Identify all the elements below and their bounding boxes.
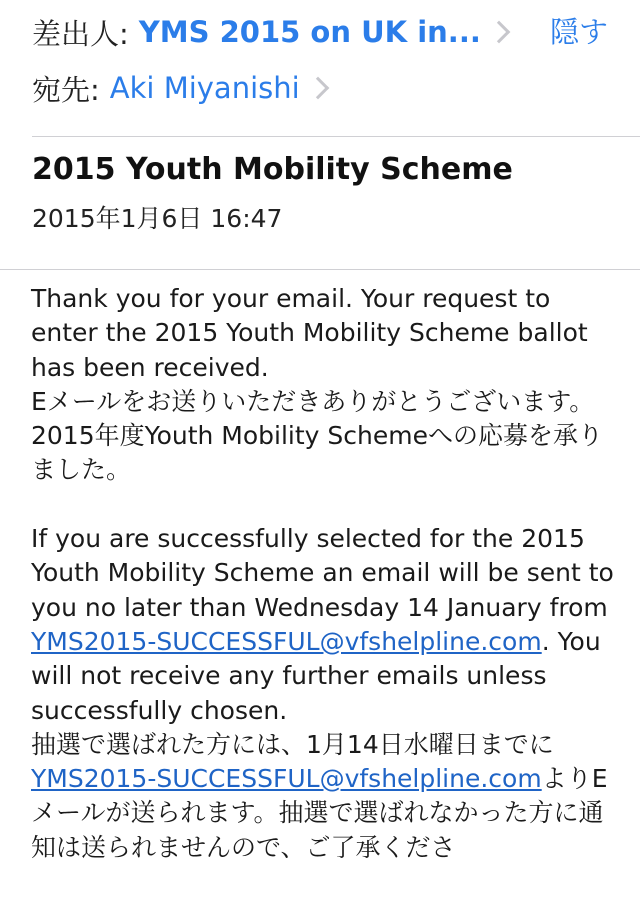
body-paragraph-en: Thank you for your email. Your request to enter the 2015 Youth Mobility Scheme ballot has been received. <box>31 284 588 382</box>
paragraph-spacer <box>31 488 617 522</box>
chevron-right-icon <box>306 77 329 100</box>
header-divider <box>32 136 640 137</box>
body-text-segment: よりEメールが送られます。抽選で選ばれなかった方に通知は送られませんので、ご了承くださ <box>31 764 608 862</box>
body-paragraph-en-2 <box>31 522 617 728</box>
recipient-name[interactable]: Aki Miyanishi <box>109 71 300 105</box>
email-link[interactable]: YMS2015-SUCCESSFUL@vfshelpline.com <box>31 626 542 656</box>
sender-name[interactable]: YMS 2015 on UK in... <box>138 15 481 49</box>
email-date: 2015年1月6日 16:47 <box>32 204 283 233</box>
hide-details-button[interactable]: 隠す <box>549 15 608 49</box>
body-paragraph-ja-2 <box>31 728 617 865</box>
from-row[interactable] <box>32 10 513 54</box>
body-text-segment: If you are successfully selected for the 2015 Youth Mobility Scheme an email will be sent to you no later than Wednesday 14 January from <box>31 524 614 622</box>
to-label: 宛先: <box>32 72 100 107</box>
body-text-segment: . You will not receive any further emails unless successfully chosen. <box>31 626 601 725</box>
body-paragraph-ja: Eメールをお送りいただきありがとうございます。2015年度Youth Mobility Schemeへの応募を承りました。 <box>31 386 603 485</box>
to-row[interactable] <box>32 66 332 110</box>
email-link[interactable]: YMS2015-SUCCESSFUL@vfshelpline.com <box>31 764 542 794</box>
chevron-right-icon <box>488 21 511 44</box>
subject-divider <box>0 269 640 270</box>
body-text-segment: 抽選で選ばれた方には、1月14日水曜日までに <box>31 729 554 759</box>
email-subject: 2015 Youth Mobility Scheme <box>32 152 513 187</box>
from-label: 差出人: <box>32 16 129 51</box>
email-body <box>31 282 617 865</box>
